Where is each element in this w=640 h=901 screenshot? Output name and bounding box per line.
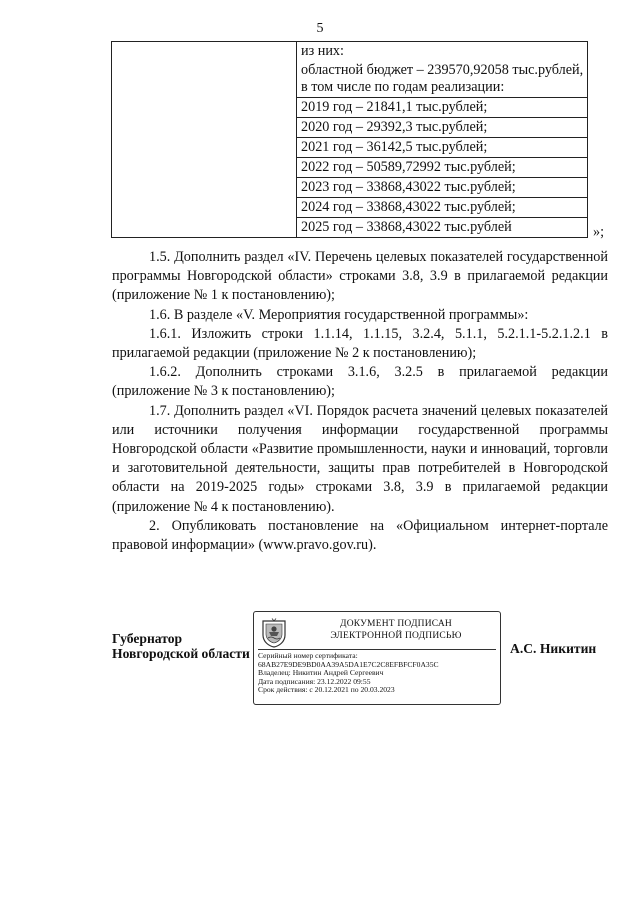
budget-line: 2025 год – 33868,43022 тыс.рублей [297, 217, 587, 237]
position-line-1: Губернатор [112, 631, 183, 646]
e-signature-stamp [253, 611, 501, 705]
page-number: 5 [316, 21, 324, 36]
closing-quote: »; [593, 224, 605, 240]
budget-line: областной бюджет – 239570,92058 тыс.рублей, в том числе по годам реализации: [301, 62, 584, 95]
budget-line: 2023 год – 33868,43022 тыс.рублей; [297, 177, 587, 197]
paragraph-1-5: 1.5. Дополнить раздел «IV. Перечень целевых показателей государственной программы Новгородской области» строками 3.8, 3.9 в прилагаемой редакции (приложение № 1 к постановлению); [112, 249, 608, 304]
budget-line: 2022 год – 50589,72992 тыс.рублей; [297, 157, 587, 177]
signatory-name: А.С. Никитин [510, 641, 597, 656]
budget-line: 2021 год – 36142,5 тыс.рублей; [297, 137, 587, 157]
paragraph-1-6-1: 1.6.1. Изложить строки 1.1.14, 1.1.15, 3.2.4, 5.1.1, 5.2.1.1-5.2.1.2.1 в прилагаемой редакции (приложение № 2 к постановлению); [112, 325, 608, 362]
budget-table [111, 41, 588, 238]
body-text [112, 248, 608, 555]
budget-line: 2020 год – 29392,3 тыс.рублей; [297, 117, 587, 137]
budget-line: из них: [301, 43, 344, 59]
budget-line: 2024 год – 33868,43022 тыс.рублей; [297, 197, 587, 217]
owner: Владелец: Никитин Андрей Сергеевич [258, 668, 384, 678]
signed-date: Дата подписания: 23.12.2022 09:55 [258, 676, 371, 686]
signature-position [112, 632, 250, 661]
validity: Срок действия: с 20.12.2021 по 20.03.2023 [258, 685, 395, 695]
paragraph-1-6-2: 1.6.2. Дополнить строками 3.1.6, 3.2.5 в прилагаемой редакции (приложение № 3 к постановлению); [112, 364, 608, 400]
paragraph-2: 2. Опубликовать постановление на «Официальном интернет-портале правовой информации» (www.pravo.gov.ru). [112, 517, 608, 554]
stamp-title-line-1: ДОКУМЕНТ ПОДПИСАН [340, 619, 452, 629]
table-left-cell [112, 42, 297, 238]
stamp-details [258, 652, 439, 695]
stamp-title-line-2: ЭЛЕКТРОННОЙ ПОДПИСЬЮ [330, 630, 462, 641]
stamp-divider [258, 649, 496, 650]
position-line-2: Новгородской области [112, 645, 250, 661]
paragraph-1-6: 1.6. В разделе «V. Мероприятия государственной программы»: [149, 306, 529, 323]
novgorod-coat-of-arms-icon [261, 618, 287, 648]
budget-line: 2019 год – 21841,1 тыс.рублей; [297, 97, 587, 117]
stamp-title [298, 619, 494, 642]
table-right-cell [297, 42, 588, 238]
serial-number: 68AB27E9DE9BD0AA39A5DA1E7C2C8EFBFCF0A35C [258, 659, 439, 669]
serial-label: Серийный номер сертификата: [258, 651, 358, 660]
paragraph-1-7: 1.7. Дополнить раздел «VI. Порядок расчета значений целевых показателей или источники получения информации государственной программы Новгородской области «Развитие промышленности, науки и инноваций, торговли и заготовительной деятельности, защиты прав потребителей в Новгородской области на 2019-2025 годы» строками 3.8, 3.9 в прилагаемой редакции (приложение № 4 к постановлению). [112, 402, 608, 515]
